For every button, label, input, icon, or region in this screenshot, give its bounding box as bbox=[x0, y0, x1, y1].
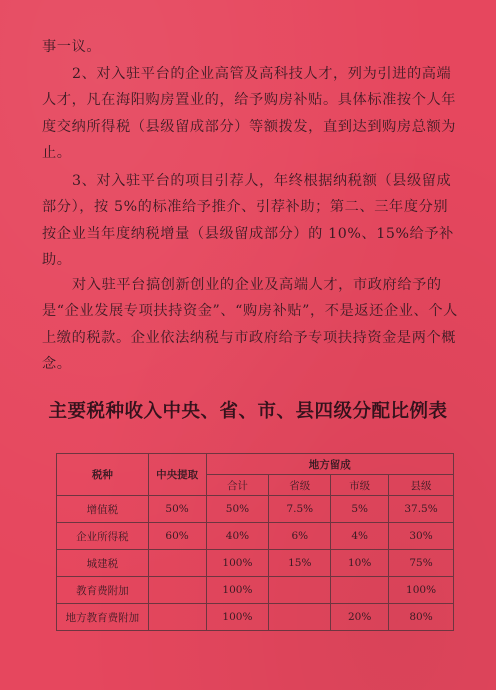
cell-province: 15% bbox=[269, 550, 331, 577]
cell-total: 100% bbox=[206, 604, 269, 631]
cell-county: 80% bbox=[389, 604, 454, 631]
table-row bbox=[57, 604, 454, 631]
cell-city: 10% bbox=[331, 550, 389, 577]
header-local: 地方留成 bbox=[206, 454, 453, 475]
cell-province bbox=[269, 604, 331, 631]
cell-central: 60% bbox=[148, 523, 206, 550]
cell-total: 100% bbox=[206, 550, 269, 577]
table-row bbox=[57, 523, 454, 550]
paragraph-item-2: 2、对入驻平台的企业高管及高科技人才，列为引进的高端人才，凡在海阳购房置业的，给予购房补贴。具体标准按个人年度交纳所得税（县级留成部分）等额拨发，直到达到购房总额为止。 bbox=[42, 66, 457, 162]
cell-city: 20% bbox=[331, 604, 389, 631]
cell-total: 40% bbox=[206, 523, 269, 550]
cell-city bbox=[331, 577, 389, 604]
paragraph-note: 对入驻平台搞创新创业的企业及高端人才，市政府给予的是“企业发展专项扶持资金”、“购房补贴”，不是返还企业、个人上缴的税款。企业依法纳税与市政府给予专项扶持资金是两个概念。 bbox=[42, 277, 458, 373]
paragraph-item-3: 3、对入驻平台的项目引荐人，年终根据纳税额（县级留成部分），按 5%的标准给予推介、引荐补助；第二、三年度分别按企业当年度纳税增量（县级留成部分）的 10%、15%给予补助。 bbox=[42, 173, 454, 269]
cell-central bbox=[148, 550, 206, 577]
table-header-row bbox=[57, 454, 454, 475]
table-row bbox=[57, 577, 454, 604]
cell-central bbox=[148, 577, 206, 604]
cell-tax-name: 增值税 bbox=[57, 496, 149, 523]
cell-central bbox=[148, 604, 206, 631]
cell-province: 6% bbox=[269, 523, 331, 550]
tax-distribution-table bbox=[56, 453, 454, 631]
cell-total: 100% bbox=[206, 577, 269, 604]
cell-tax-name: 城建税 bbox=[57, 550, 149, 577]
header-total: 合计 bbox=[206, 475, 269, 496]
header-province: 省级 bbox=[269, 475, 331, 496]
header-tax-type: 税种 bbox=[57, 454, 149, 496]
cell-city: 4% bbox=[331, 523, 389, 550]
header-central: 中央提取 bbox=[148, 454, 206, 496]
cell-total: 50% bbox=[206, 496, 269, 523]
table-row bbox=[57, 550, 454, 577]
cell-county: 100% bbox=[389, 577, 454, 604]
cell-county: 75% bbox=[389, 550, 454, 577]
cell-tax-name: 企业所得税 bbox=[57, 523, 149, 550]
table-title: 主要税种收入中央、省、市、县四级分配比例表 bbox=[48, 401, 448, 422]
header-county: 县级 bbox=[389, 475, 454, 496]
header-city: 市级 bbox=[331, 475, 389, 496]
paragraph-continuation: 事一议。 bbox=[42, 39, 102, 55]
cell-tax-name: 地方教育费附加 bbox=[57, 604, 149, 631]
cell-province bbox=[269, 577, 331, 604]
cell-central: 50% bbox=[148, 496, 206, 523]
cell-county: 30% bbox=[389, 523, 454, 550]
cell-province: 7.5% bbox=[269, 496, 331, 523]
cell-city: 5% bbox=[331, 496, 389, 523]
table-row bbox=[57, 496, 454, 523]
cell-tax-name: 教育费附加 bbox=[57, 577, 149, 604]
cell-county: 37.5% bbox=[389, 496, 454, 523]
